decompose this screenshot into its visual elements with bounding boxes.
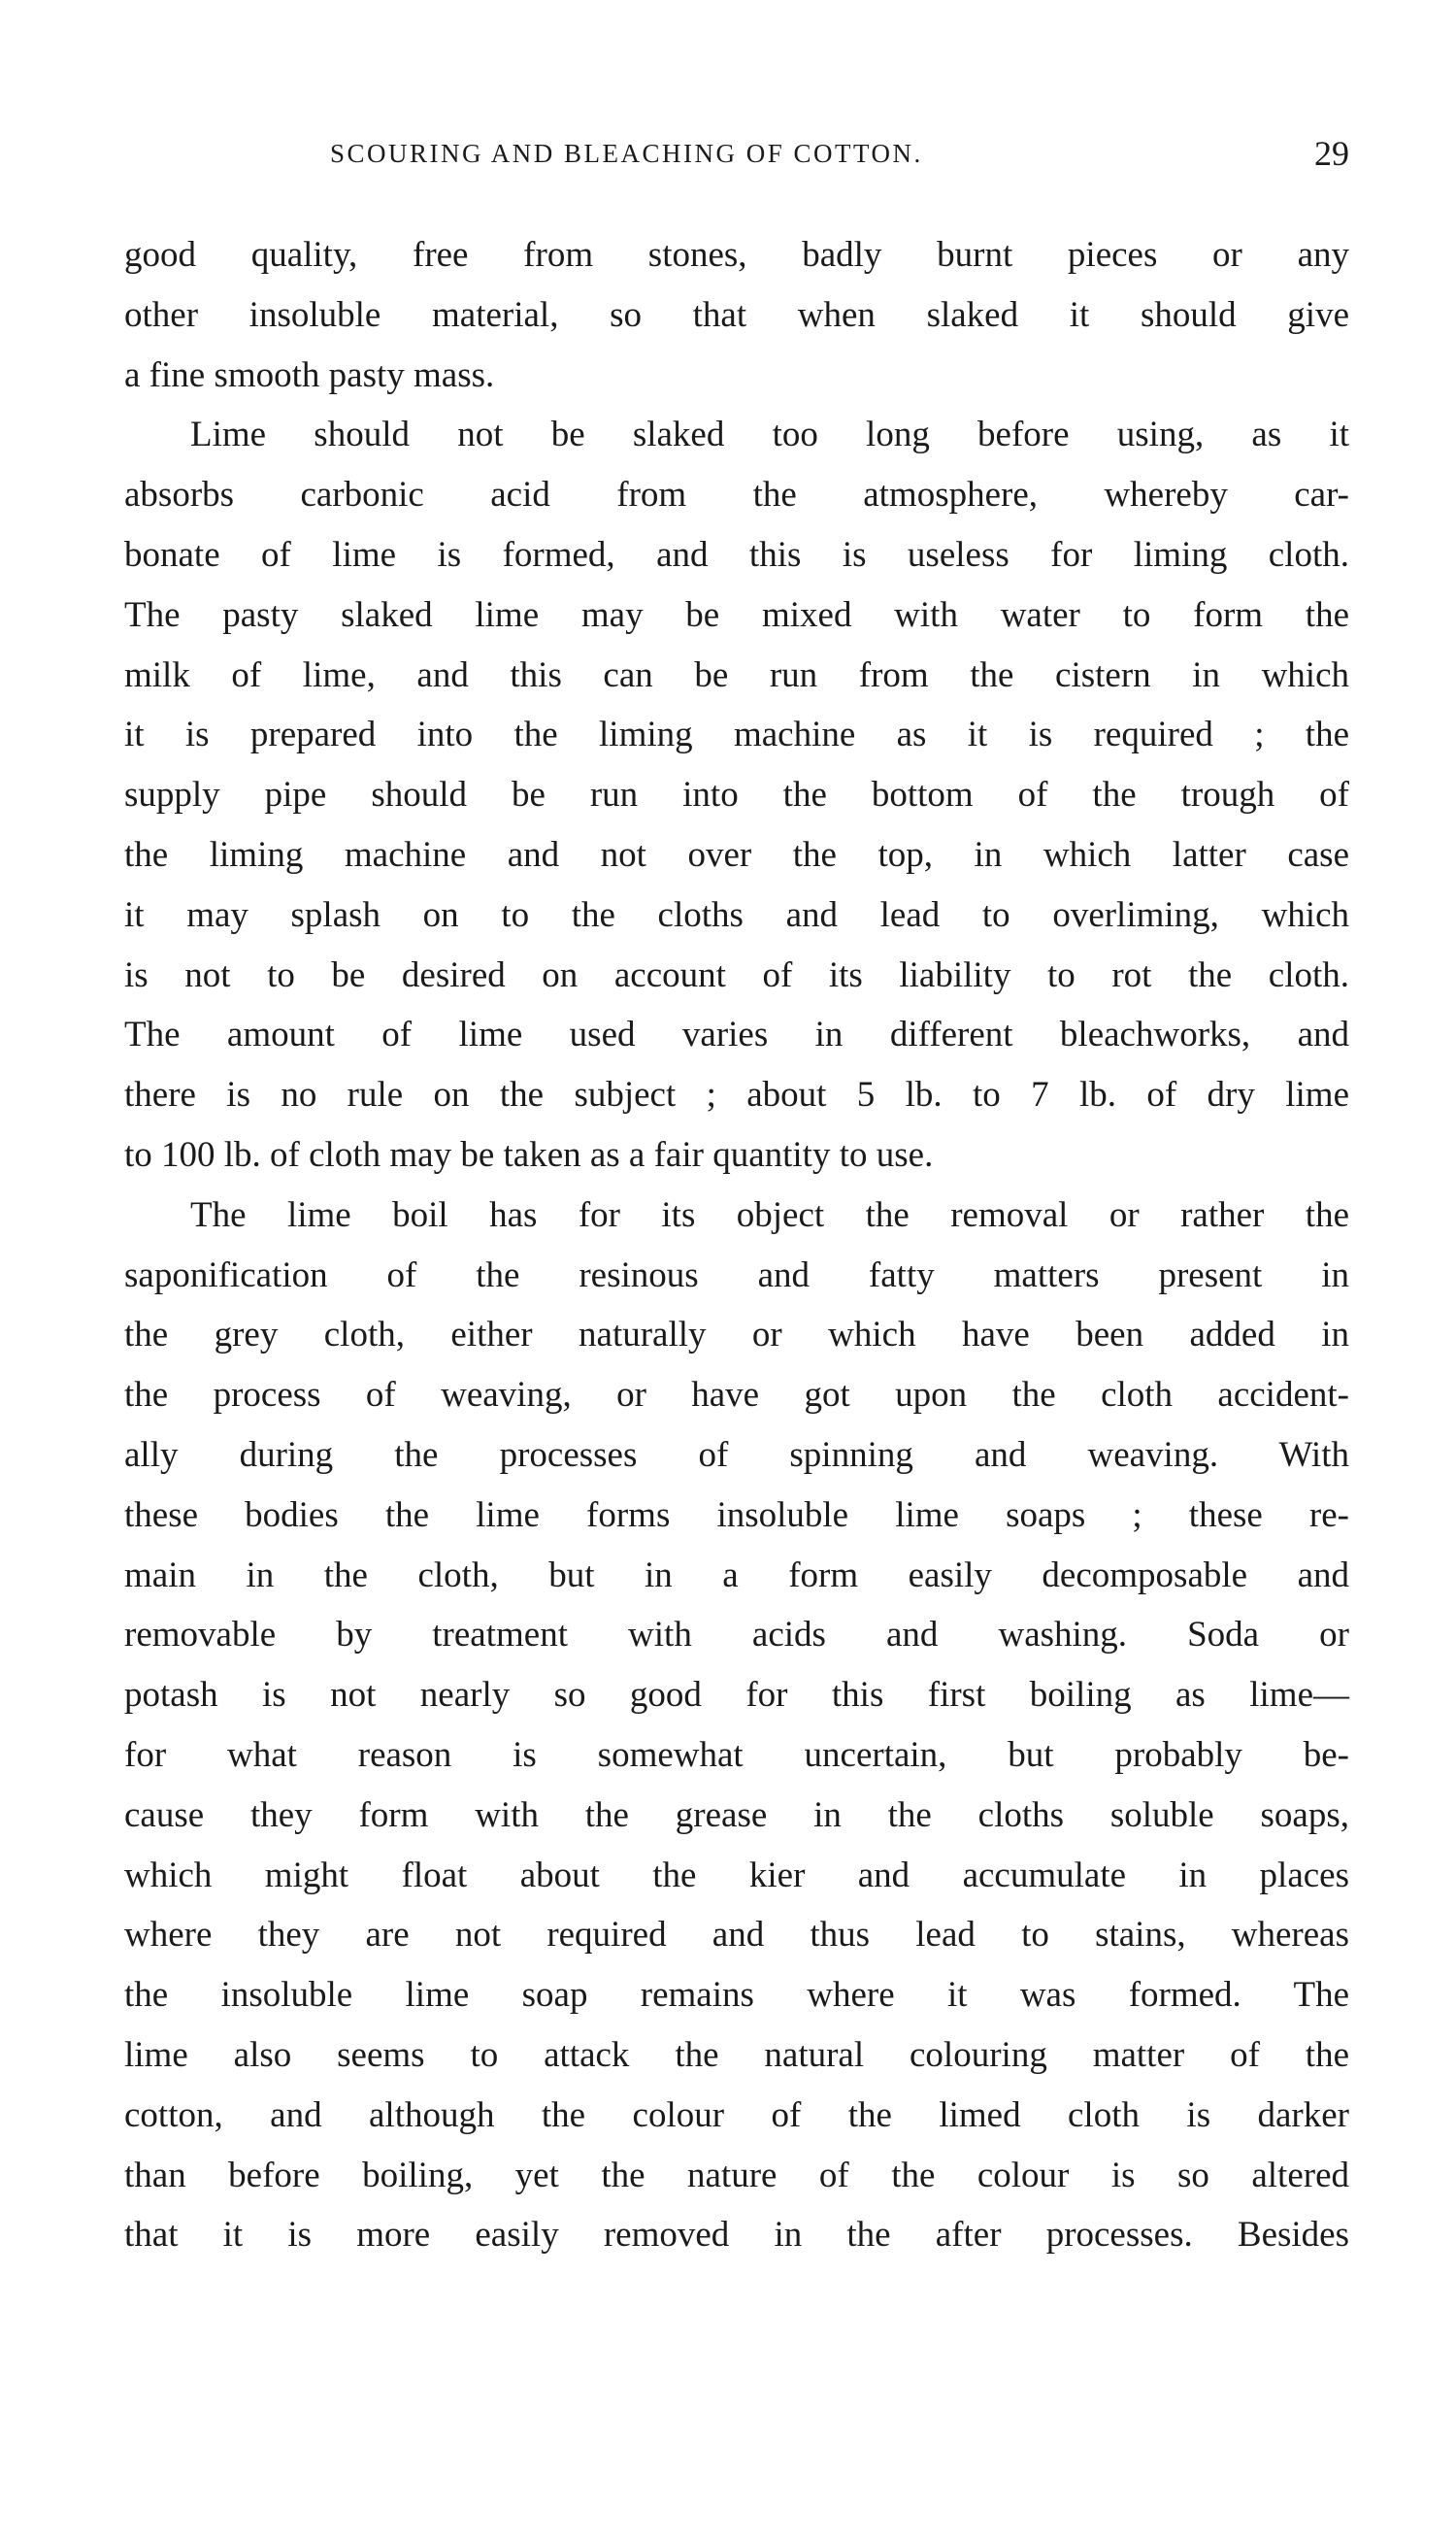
text-line: the liming machine and not over the top, in which latter case [124,834,1349,875]
text-line: supply pipe should be run into the bottom of the trough of [124,775,1349,816]
text-line: potash is not nearly so good for this first boiling as lime— [124,1675,1349,1716]
text-line: the insoluble lime soap remains where it was formed. The [124,1975,1349,2016]
page-number: 29 [1314,134,1349,173]
text-line: that it is more easily removed in the after processes. Besides [124,2215,1349,2256]
text-line: it is prepared into the liming machine as it is required ; the [124,715,1349,755]
text-line: removable by treatment with acids and washing. Soda or [124,1615,1349,1656]
page-header [124,134,1349,178]
text-line: which might float about the kier and accumulate in places [124,1855,1349,1895]
body-text [124,225,1349,2265]
text-line: the grey cloth, either naturally or which have been added in [124,1315,1349,1355]
text-line: lime also seems to attack the natural colouring matter of the [124,2034,1349,2075]
paragraph [124,1186,1349,2265]
text-line: to 100 lb. of cloth may be taken as a fair quantity to use. [124,1134,934,1175]
paragraph [124,405,1349,1185]
text-line: where they are not required and thus lead to stains, whereas [124,1915,1349,1956]
running-title: SCOURING AND BLEACHING OF COTTON. [330,139,923,168]
text-line: for what reason is somewhat uncertain, but probably be- [124,1734,1349,1775]
text-line: The pasty slaked lime may be mixed with water to form the [124,594,1349,635]
text-line: these bodies the lime forms insoluble lime soaps ; these re- [124,1494,1349,1535]
text-line: is not to be desired on account of its liability to rot the cloth. [124,954,1349,995]
text-line: it may splash on to the cloths and lead to overliming, which [124,894,1349,935]
text-line: other insoluble material, so that when slaked it should give [124,294,1349,335]
text-line: ally during the processes of spinning and weaving. With [124,1434,1349,1475]
text-line: there is no rule on the subject ; about 5 lb. to 7 lb. of dry lime [124,1075,1349,1116]
text-line: the process of weaving, or have got upon the cloth accident- [124,1375,1349,1416]
text-line: cotton, and although the colour of the limed cloth is darker [124,2094,1349,2135]
text-line: good quality, free from stones, badly burnt pieces or any [124,235,1349,275]
text-line: The amount of lime used varies in different bleachworks, and [124,1015,1349,1055]
text-line: milk of lime, and this can be run from the cistern in which [124,654,1349,695]
text-line: than before boiling, yet the nature of the colour is so altered [124,2155,1349,2195]
text-line: main in the cloth, but in a form easily decomposable and [124,1555,1349,1595]
paragraph [124,225,1349,405]
text-line: cause they form with the grease in the cloths soluble soaps, [124,1794,1349,1835]
text-line: absorbs carbonic acid from the atmosphere, whereby car- [124,475,1349,516]
text-line: a fine smooth pasty mass. [124,354,495,395]
text-line: The lime boil has for its object the removal or rather the [190,1194,1349,1235]
text-line: saponification of the resinous and fatty matters present in [124,1254,1349,1295]
text-line: bonate of lime is formed, and this is useless for liming cloth. [124,534,1349,575]
text-line: Lime should not be slaked too long before using, as it [190,415,1349,455]
